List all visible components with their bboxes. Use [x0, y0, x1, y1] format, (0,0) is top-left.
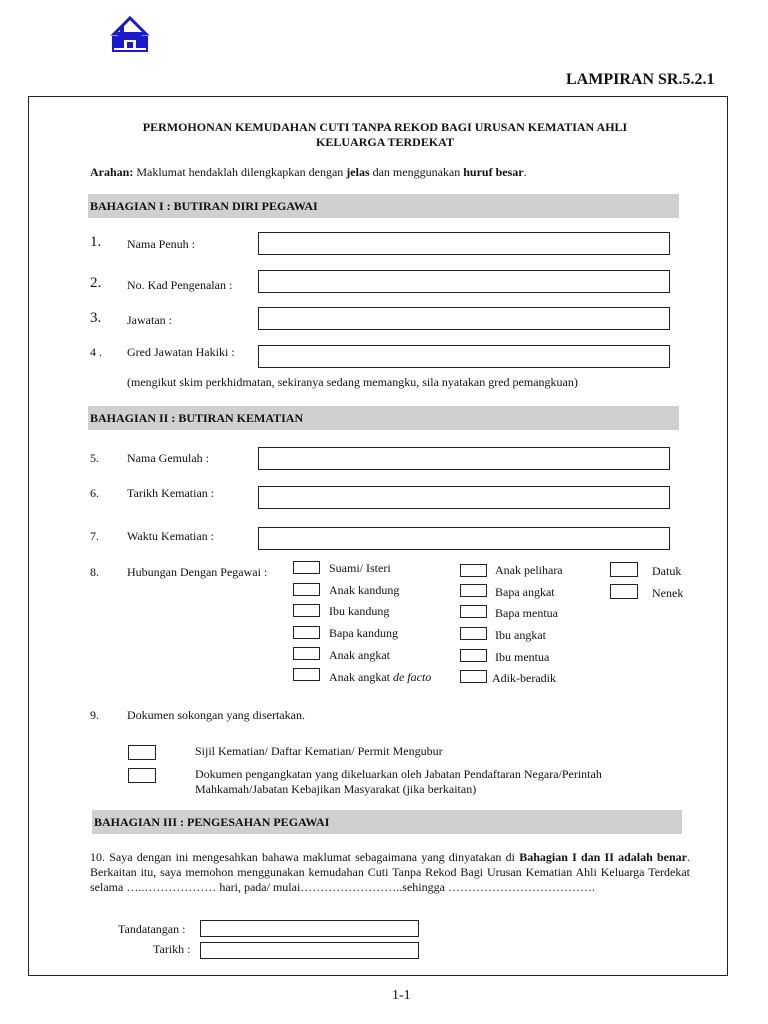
signature-field[interactable] — [200, 920, 419, 937]
signature-label: Tandatangan : — [118, 922, 186, 936]
checkbox-mother-in-law[interactable] — [460, 649, 487, 662]
checkbox-death-certificate[interactable] — [128, 745, 156, 760]
field-number: 1. — [90, 234, 102, 250]
option-label: Bapa kandung — [329, 626, 398, 640]
checkbox-adoptive-father[interactable] — [460, 584, 487, 597]
instruction-text: Arahan: Maklumat hendaklah dilengkapkan dengan jelas dan menggunakan huruf besar. — [90, 165, 527, 179]
checkbox-adoption-document[interactable] — [128, 768, 156, 783]
checkbox-adoptive-mother[interactable] — [460, 627, 487, 640]
checkbox-spouse[interactable] — [293, 561, 320, 574]
ic-number-label: No. Kad Pengenalan : — [127, 278, 233, 292]
date-field[interactable] — [200, 942, 419, 959]
option-label: Datuk — [652, 564, 682, 578]
option-label: Adik-beradik — [492, 671, 556, 685]
checkbox-biological-mother[interactable] — [293, 604, 320, 617]
deceased-name-label: Nama Gemulah : — [127, 451, 209, 465]
page-number: 1-1 — [392, 988, 411, 1003]
full-name-field[interactable] — [258, 232, 670, 255]
checkbox-de-facto-adopted-child[interactable] — [293, 668, 320, 681]
relationship-label: Hubungan Dengan Pegawai : — [127, 565, 268, 579]
death-date-label: Tarikh Kematian : — [127, 486, 215, 500]
checkbox-biological-father[interactable] — [293, 626, 320, 639]
option-label: Bapa mentua — [495, 606, 558, 620]
field-number: 6. — [90, 486, 99, 500]
option-label: Dokumen pengangkatan yang dikeluarkan oleh Jabatan Pendaftaran Negara/Perintah Mahkamah/Jabatan Kebajikan Masyarakat (jika berkaitan) — [195, 767, 602, 796]
field-number: 9. — [90, 708, 99, 722]
checkbox-grandfather[interactable] — [610, 562, 638, 577]
form-title: PERMOHONAN KEMUDAHAN CUTI TANPA REKOD BAGI URUSAN KEMATIAN AHLI KELUARGA TERDEKAT — [142, 120, 628, 149]
field-number: 3. — [90, 310, 102, 326]
date-label: Tarikh : — [153, 942, 191, 956]
deceased-name-field[interactable] — [258, 447, 670, 470]
declaration-text: 10. Saya dengan ini mengesahkan bahawa maklumat sebagaimana yang dinyatakan di Bahagian I dan II adalah benar. Berkaitan itu, saya memohon menggunakan kemudahan Cuti Tanpa Rekod Bagi Urusan Kematian Ahli Keluarga Terdekat selama …..……………… hari, pada/ mulai……………………..sehingga ………………………………. — [90, 850, 690, 894]
death-time-field[interactable] — [258, 527, 670, 550]
field-number: 4 . — [90, 345, 102, 359]
grade-note: (mengikut skim perkhidmatan, sekiranya sedang memangku, sila nyatakan gred pemangkuan) — [127, 375, 578, 389]
position-field[interactable] — [258, 307, 670, 330]
option-label: Suami/ Isteri — [329, 561, 391, 575]
field-number: 5. — [90, 451, 99, 465]
full-name-label: Nama Penuh : — [127, 237, 195, 251]
position-label: Jawatan : — [127, 313, 172, 327]
grade-field[interactable] — [258, 345, 670, 368]
appendix-label: LAMPIRAN SR.5.2.1 — [566, 71, 715, 88]
documents-label: Dokumen sokongan yang disertakan. — [127, 708, 305, 722]
checkbox-adopted-child[interactable] — [293, 647, 320, 660]
option-label: Ibu mentua — [495, 650, 550, 664]
option-label: Bapa angkat — [495, 585, 555, 599]
checkbox-biological-child[interactable] — [293, 583, 320, 596]
checkbox-grandmother[interactable] — [610, 584, 638, 599]
option-label: Ibu angkat — [495, 628, 546, 642]
ic-number-field[interactable] — [258, 270, 670, 293]
option-label: Anak pelihara — [495, 563, 563, 577]
option-label: Anak angkat de facto — [329, 670, 432, 684]
option-label: Anak angkat — [329, 648, 390, 662]
death-time-label: Waktu Kematian : — [127, 529, 215, 543]
checkbox-sibling[interactable] — [460, 670, 487, 683]
option-label: Nenek — [652, 586, 684, 600]
grade-label: Gred Jawatan Hakiki : — [127, 345, 235, 359]
option-label: Anak kandung — [329, 583, 400, 597]
section-2-heading: BAHAGIAN II : BUTIRAN KEMATIAN — [88, 406, 679, 430]
checkbox-father-in-law[interactable] — [460, 605, 487, 618]
section-3-heading: BAHAGIAN III : PENGESAHAN PEGAWAI — [92, 810, 682, 834]
house-logo-icon — [110, 16, 150, 54]
field-number: 7. — [90, 529, 99, 543]
option-label: Ibu kandung — [329, 604, 390, 618]
checkbox-foster-child[interactable] — [460, 564, 487, 577]
option-label: Sijil Kematian/ Daftar Kematian/ Permit Mengubur — [195, 744, 443, 758]
field-number: 8. — [90, 565, 99, 579]
section-1-heading: BAHAGIAN I : BUTIRAN DIRI PEGAWAI — [88, 194, 679, 218]
death-date-field[interactable] — [258, 486, 670, 509]
field-number: 2. — [90, 275, 102, 291]
